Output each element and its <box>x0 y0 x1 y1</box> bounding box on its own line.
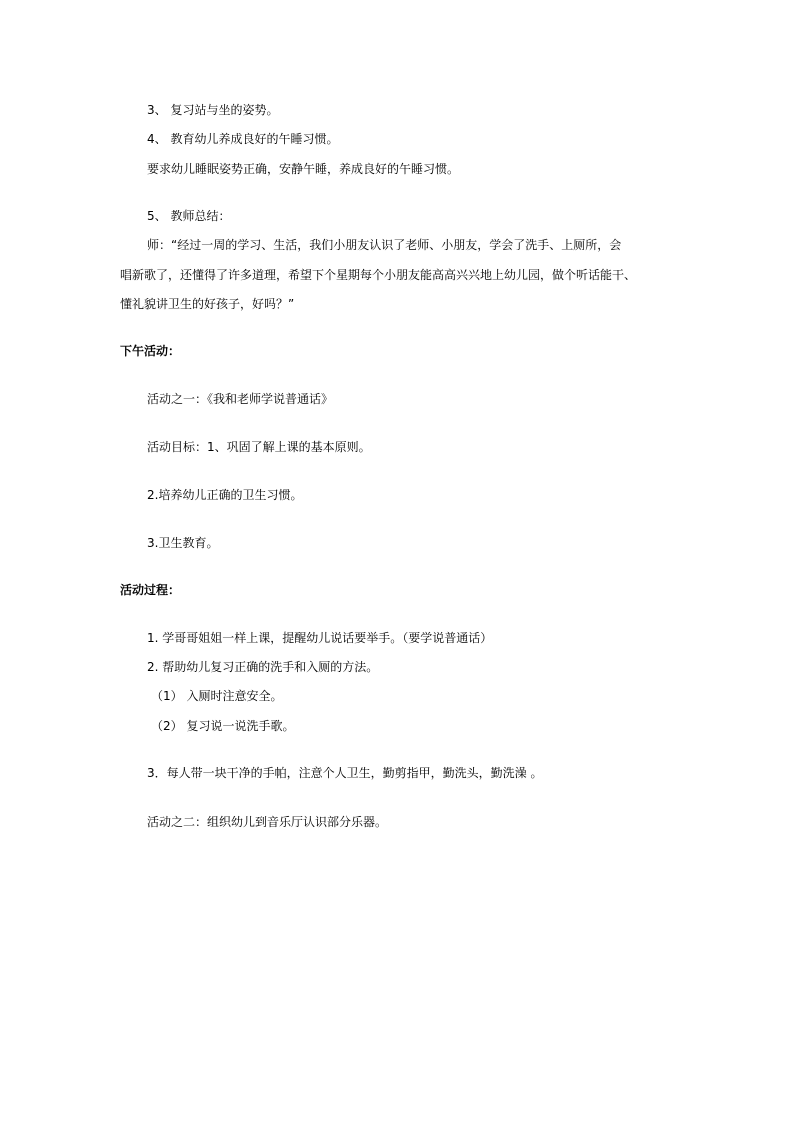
process-substep-2: （2） 复习说一说洗手歌。 <box>151 719 295 733</box>
activity-goal-1: 活动目标：1、巩固了解上课的基本原则。 <box>147 440 371 454</box>
review-item-5: 5、 教师总结： <box>147 209 231 223</box>
activity-one-title: 活动之一：《我和老师学说普通话》 <box>147 392 334 406</box>
review-item-3: 3、 复习站与坐的姿势。 <box>147 103 279 117</box>
process-step-3: 3．每人带一块干净的手帕，注意个人卫生，勤剪指甲，勤洗头，勤洗澡 。 <box>147 766 543 780</box>
process-step-1: 1. 学哥哥姐姐一样上课，提醒幼儿说话要举手。（要学说普通话） <box>147 631 493 645</box>
process-heading: 活动过程： <box>120 583 181 597</box>
teacher-summary-line-3: 懂礼貌讲卫生的好孩子，好吗？” <box>120 297 295 311</box>
activity-two-title: 活动之二：组织幼儿到音乐厅认识部分乐器。 <box>147 815 388 829</box>
activity-goal-3: 3.卫生教育。 <box>147 536 219 550</box>
afternoon-heading: 下午活动： <box>120 344 181 358</box>
process-step-2: 2. 帮助幼儿复习正确的洗手和入厕的方法。 <box>147 660 379 674</box>
activity-goal-2: 2.培养幼儿正确的卫生习惯。 <box>147 488 303 502</box>
teacher-summary-line-1: 师：“经过一周的学习、生活，我们小朋友认识了老师、小朋友，学会了洗手、上厕所，会 <box>147 238 622 252</box>
review-item-4: 4、 教育幼儿养成良好的午睡习惯。 <box>147 132 339 146</box>
nap-requirement: 要求幼儿睡眠姿势正确，安静午睡，养成良好的午睡习惯。 <box>147 162 460 176</box>
process-substep-1: （1） 入厕时注意安全。 <box>151 689 283 703</box>
teacher-summary-line-2: 唱新歌了，还懂得了许多道理，希望下个星期每个小朋友能高高兴兴地上幼儿园，做个听话能干、 <box>120 268 637 282</box>
